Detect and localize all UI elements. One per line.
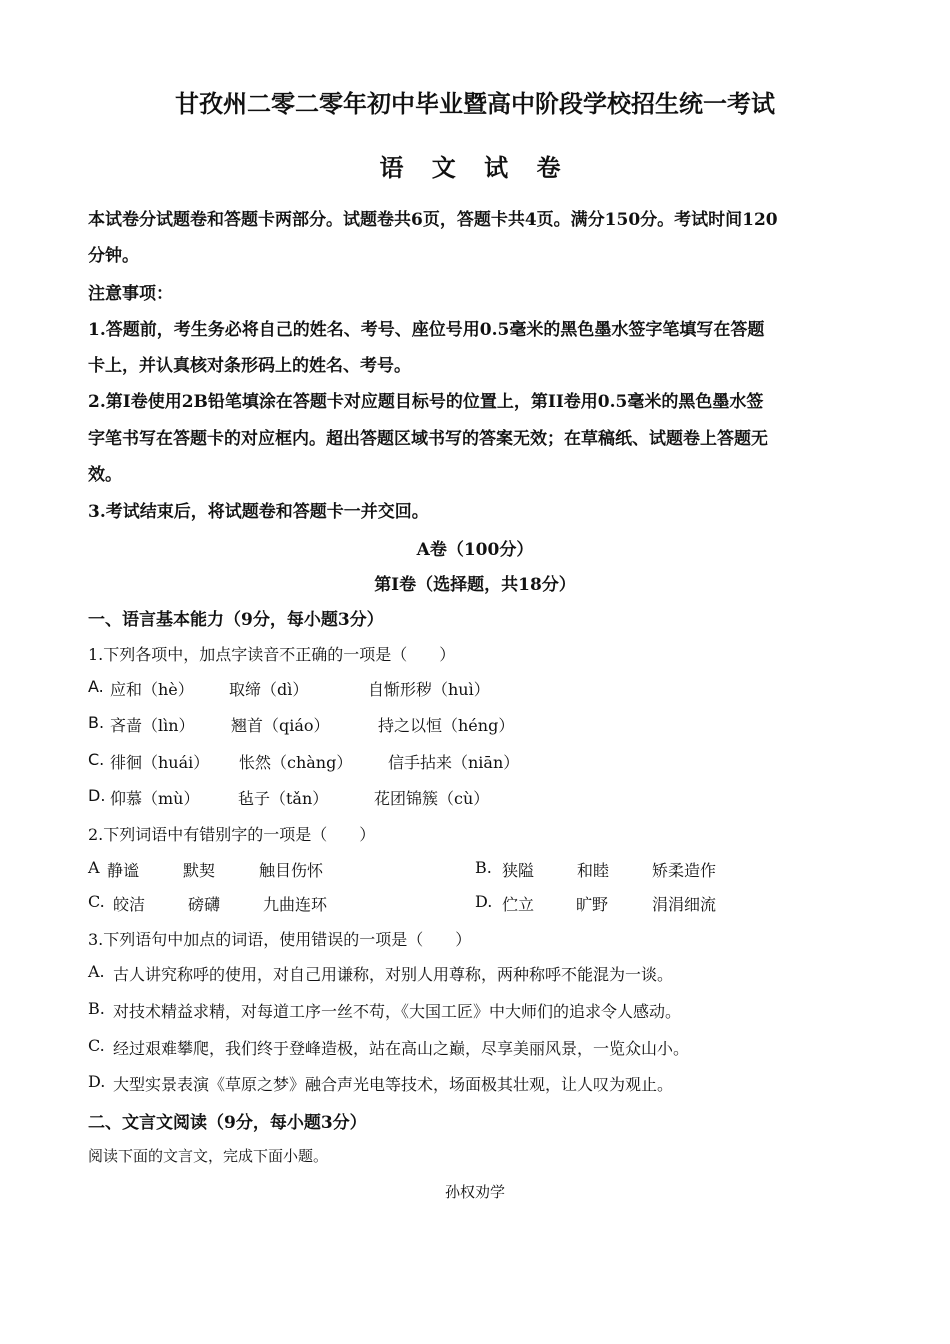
volume-a-heading: A卷（100分）: [416, 540, 534, 560]
option-term: 矫柔造作: [652, 861, 717, 880]
notice-heading: 注意事项：: [88, 284, 173, 304]
question-1-stem: 1.下列各项中，加点字读音不正确的一项是（ ）: [88, 645, 456, 664]
exam-title: 甘孜州二零二零年初中毕业暨高中阶段学校招生统一考试: [175, 89, 775, 118]
option-term: 静谧: [107, 861, 140, 880]
option-label: B.: [475, 858, 492, 877]
option-term: 吝啬（lìn）: [110, 716, 195, 735]
option-label: D.: [88, 1072, 106, 1091]
option-term: 涓涓细流: [652, 895, 717, 914]
notice-item-1-line-2: 卡上，并认真核对条形码上的姓名、考号。: [88, 356, 411, 376]
option-label: D.: [475, 892, 493, 911]
option-sentence: 大型实景表演《草原之梦》融合声光电等技术，场面极其壮观，让人叹为观止。: [113, 1075, 674, 1094]
section-2-heading: 二、文言文阅读（9分，每小题3分）: [88, 1113, 367, 1133]
option-term: 取缔（dì）: [229, 680, 309, 699]
option-term: 触目伤怀: [259, 861, 324, 880]
option-label: C.: [88, 750, 105, 769]
option-term: 磅礴: [188, 895, 221, 914]
option-term: 持之以恒（héng）: [378, 716, 515, 735]
option-term: 自惭形秽（huì）: [368, 680, 490, 699]
paper-subtitle: 语 文 试 卷: [379, 153, 571, 182]
option-sentence: 经过艰难攀爬，我们终于登峰造极，站在高山之巅，尽享美丽风景，一览众山小。: [113, 1039, 690, 1058]
option-label: A.: [88, 962, 105, 981]
option-label: B.: [88, 713, 105, 732]
option-label: D.: [88, 786, 106, 805]
intro-line-1: 本试卷分试题卷和答题卡两部分。试题卷共6页，答题卡共4页。满分150分。考试时间120: [88, 210, 778, 230]
option-term: 仰慕（mù）: [110, 789, 200, 808]
option-term: 九曲连环: [263, 895, 328, 914]
option-term: 信手拈来（niān）: [388, 753, 520, 772]
option-term: 徘徊（huái）: [110, 753, 210, 772]
section-2-instruction: 阅读下面的文言文，完成下面小题。: [88, 1147, 329, 1165]
notice-item-2-line-1: 2.第Ⅰ卷使用2B铅笔填涂在答题卡对应题目标号的位置上，第II卷用0.5毫米的黑色墨水签: [88, 392, 764, 412]
option-term: 花团锦簇（cù）: [374, 789, 490, 808]
option-term: 怅然（chàng）: [239, 753, 353, 772]
section-1-heading: 一、语言基本能力（9分，每小题3分）: [88, 610, 384, 630]
option-label: A.: [88, 677, 104, 696]
option-label: C.: [88, 1036, 105, 1055]
option-sentence: 对技术精益求精，对每道工序一丝不苟，《大国工匠》中大师们的追求令人感动。: [113, 1002, 682, 1021]
question-2-stem: 2.下列词语中有错别字的一项是（ ）: [88, 825, 376, 844]
notice-item-2-line-3: 效。: [88, 465, 122, 485]
option-term: 应和（hè）: [110, 680, 194, 699]
option-label: A: [88, 858, 100, 877]
option-term: 皎洁: [113, 895, 146, 914]
option-term: 默契: [183, 861, 216, 880]
option-term: 狭隘: [502, 861, 535, 880]
option-sentence: 古人讲究称呼的使用，对自己用谦称，对别人用尊称，两种称呼不能混为一谈。: [113, 965, 674, 984]
option-label: C.: [88, 892, 105, 911]
passage-title: 孙权劝学: [444, 1183, 505, 1201]
option-term: 毡子（tǎn）: [238, 789, 329, 808]
option-term: 伫立: [502, 895, 535, 914]
notice-item-3: 3.考试结束后，将试题卷和答题卡一并交回。: [88, 502, 429, 522]
intro-line-2: 分钟。: [88, 246, 139, 266]
notice-item-1-line-1: 1.答题前，考生务必将自己的姓名、考号、座位号用0.5毫米的黑色墨水签字笔填写在答题: [88, 320, 765, 340]
option-term: 翘首（qiáo）: [231, 716, 330, 735]
notice-item-2-line-2: 字笔书写在答题卡的对应框内。超出答题区域书写的答案无效；在草稿纸、试题卷上答题无: [88, 429, 768, 449]
question-3-stem: 3.下列语句中加点的词语，使用错误的一项是（ ）: [88, 930, 472, 949]
option-term: 旷野: [576, 895, 609, 914]
option-term: 和睦: [577, 861, 610, 880]
option-label: B.: [88, 999, 105, 1018]
part-1-heading: 第Ⅰ卷（选择题，共18分）: [374, 575, 576, 595]
